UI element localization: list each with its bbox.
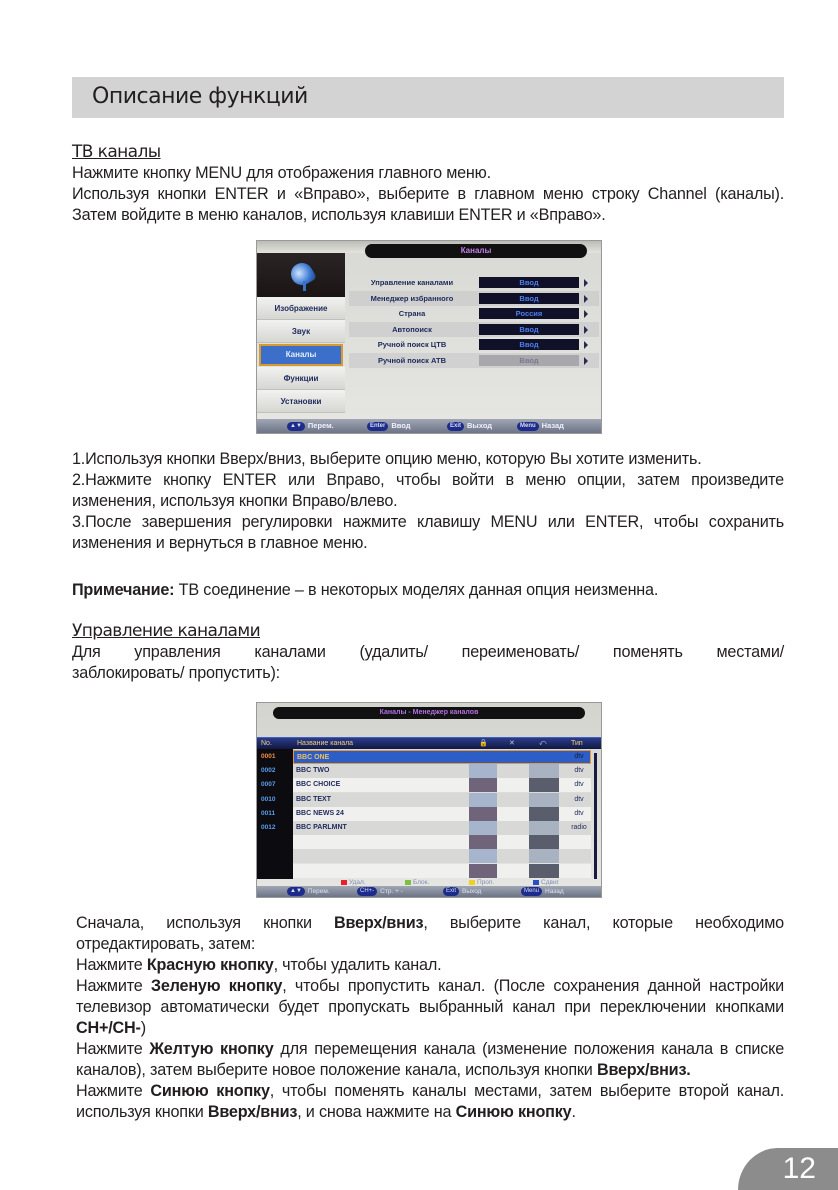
footer-hint-back bbox=[521, 887, 564, 897]
channel-number: 0010 bbox=[261, 795, 276, 803]
manager-title: Каналы - Менеджер каналов bbox=[273, 707, 585, 719]
red-square-icon bbox=[341, 880, 347, 885]
bold-text: Синюю кнопку bbox=[150, 1082, 270, 1100]
updown-key-icon: ▲▼ bbox=[287, 422, 305, 431]
move-icon: ⤺ bbox=[539, 740, 547, 747]
menu-row bbox=[349, 353, 599, 369]
channel-name: BBC PARLMNT bbox=[293, 821, 591, 835]
scrollbar bbox=[594, 753, 597, 879]
footer-hint-move bbox=[287, 887, 330, 897]
exit-key-icon: Exit bbox=[443, 887, 459, 896]
footer-hint-label: Назад bbox=[545, 888, 564, 896]
text: Сначала, используя кнопки bbox=[76, 914, 335, 932]
thumbnail bbox=[529, 793, 559, 807]
instructions-section bbox=[76, 913, 784, 1123]
thumbnail bbox=[469, 778, 497, 792]
bold-text: Синюю кнопку bbox=[455, 1103, 572, 1121]
menu-key-icon: Menu bbox=[517, 422, 539, 431]
menu-row bbox=[349, 291, 599, 307]
menu-row bbox=[349, 306, 599, 322]
channel-table-header bbox=[257, 737, 601, 749]
menu-row-value: Ввод bbox=[479, 324, 579, 335]
channel-number: 0011 bbox=[261, 809, 276, 817]
menu-row-label: Менеджер избранного bbox=[370, 293, 454, 303]
satellite-dish-icon bbox=[287, 259, 317, 289]
arrow-right-icon bbox=[584, 310, 588, 318]
menu-row-label: Автопоиск bbox=[392, 324, 432, 334]
channel-name: BBC ONE bbox=[293, 750, 591, 764]
thumbnail bbox=[529, 778, 559, 792]
yellow-square-icon bbox=[469, 880, 475, 885]
text: , чтобы удалить канал. bbox=[273, 956, 442, 974]
arrow-right-icon bbox=[584, 357, 588, 365]
page-number-tab bbox=[738, 1148, 838, 1190]
thumbnail bbox=[469, 835, 497, 849]
col-type: Тип bbox=[571, 740, 583, 747]
channel-name: BBC NEWS 24 bbox=[293, 807, 591, 821]
arrow-right-icon bbox=[584, 279, 588, 287]
thumbnail bbox=[529, 835, 559, 849]
text: Нажмите bbox=[76, 956, 147, 974]
arrow-right-icon bbox=[584, 295, 588, 303]
channel-row-empty bbox=[257, 849, 591, 863]
channel-number: 0001 bbox=[261, 753, 276, 760]
tv-channels-line1: Нажмите кнопку MENU для отображения главного меню. bbox=[72, 164, 491, 182]
menu-row bbox=[349, 337, 599, 353]
menu-row-label: Ручной поиск АТВ bbox=[377, 355, 447, 365]
menu-row-value: Ввод bbox=[479, 339, 579, 350]
thumbnail bbox=[529, 864, 559, 878]
text: для перемещения канала (изменение положения канала в списке каналов), затем выберите новое положение канала, используя кнопки bbox=[76, 1040, 785, 1079]
footer-hint-back bbox=[517, 421, 564, 431]
thumbnail bbox=[469, 764, 497, 778]
sidebar-item-sound: Звук bbox=[257, 320, 345, 343]
footer-hint-label: Выход bbox=[462, 888, 482, 896]
footer-hint-move bbox=[287, 421, 334, 431]
menu-row bbox=[349, 275, 599, 291]
bold-text: Желтую кнопку bbox=[149, 1040, 274, 1058]
channel-row bbox=[257, 793, 591, 807]
channel-row bbox=[257, 764, 591, 778]
menu-row-value: Ввод bbox=[479, 293, 579, 304]
page-number: 12 bbox=[782, 1152, 816, 1185]
menu-row-label: Страна bbox=[398, 309, 426, 318]
text: , выберите канал, которые необходимо отредактировать, затем: bbox=[76, 914, 784, 953]
bold-text: CH+/CH- bbox=[76, 1019, 141, 1037]
green-key-label: Блок. bbox=[413, 879, 430, 886]
tv-channels-line2: Используя кнопки ENTER и «Вправо», выберите в главном меню строку Channel (каналы). Затем войдите в меню каналов, используя клавиши ENTER и «Вправо». bbox=[72, 185, 784, 224]
exit-key-icon: Exit bbox=[447, 422, 464, 431]
footer-hint-page bbox=[357, 887, 403, 897]
thumbnail bbox=[469, 793, 497, 807]
channel-number: 0007 bbox=[261, 781, 276, 789]
sidebar-item-settings: Установки bbox=[257, 390, 345, 413]
channel-row bbox=[257, 750, 591, 764]
bold-text: Вверх/вниз bbox=[334, 914, 424, 932]
step-1: 1.Используя кнопки Вверх/вниз, выберите опцию меню, которую Вы хотите изменить. bbox=[72, 450, 702, 468]
channel-name: BBC TWO bbox=[293, 764, 591, 778]
bold-text: Вверх/вниз bbox=[207, 1103, 298, 1121]
channel-row bbox=[257, 778, 591, 792]
text: , и снова нажмите на bbox=[297, 1103, 456, 1121]
blue-key-label: Сдвиг bbox=[541, 879, 559, 886]
tv-channels-section bbox=[72, 141, 784, 226]
channel-number: 0002 bbox=[261, 767, 276, 775]
menu-icon-panel bbox=[257, 253, 345, 297]
tv-channels-heading: ТВ каналы bbox=[72, 142, 161, 162]
sidebar-item-channels: Каналы bbox=[259, 344, 343, 366]
text: . bbox=[571, 1103, 576, 1121]
note-label: Примечание: bbox=[72, 581, 175, 599]
menu-options bbox=[349, 275, 599, 368]
text: Нажмите bbox=[76, 977, 151, 995]
sidebar-item-functions: Функции bbox=[257, 367, 345, 390]
channel-name: BBC TEXT bbox=[293, 793, 591, 807]
channel-manager-screenshot bbox=[256, 702, 602, 898]
arrow-right-icon bbox=[584, 326, 588, 334]
enter-key-icon: Enter bbox=[367, 422, 388, 431]
instruction-yellow bbox=[76, 1039, 784, 1081]
channel-type: dtv bbox=[574, 809, 584, 817]
satellite-dish-pole bbox=[303, 281, 306, 291]
channel-type: radio bbox=[571, 823, 587, 831]
channel-row bbox=[257, 807, 591, 821]
col-no: No. bbox=[261, 740, 272, 747]
menu-key-icon: Menu bbox=[521, 887, 542, 896]
thumbnail bbox=[469, 807, 497, 821]
updown-key-icon: ▲▼ bbox=[287, 887, 305, 896]
instruction-select bbox=[76, 913, 784, 955]
footer-hint-exit bbox=[447, 421, 492, 431]
manager-footer bbox=[257, 886, 601, 897]
sidebar-item-picture: Изображение bbox=[257, 297, 345, 320]
steps-section bbox=[72, 449, 784, 554]
bold-text: Зеленую кнопку bbox=[150, 977, 283, 995]
channel-number: 0012 bbox=[261, 823, 276, 831]
step-2: 2.Нажмите кнопку ENTER или Вправо, чтобы войти в меню опции, затем произведите изменения, используя кнопки Вправо/влево. bbox=[72, 471, 784, 510]
skip-icon: ✕ bbox=[509, 740, 515, 747]
channels-menu-screenshot bbox=[256, 240, 602, 434]
thumbnail bbox=[469, 864, 497, 878]
text: Нажмите bbox=[76, 1082, 151, 1100]
footer-hint-label: Перем. bbox=[307, 421, 334, 430]
text: , чтобы пропустить канал. (После сохранения данной настройки телевизор автоматически будет пропускать выбранный канал при переключении кнопками bbox=[76, 977, 784, 1016]
step-3: 3.После завершения регулировки нажмите клавишу MENU или ENTER, чтобы сохранить изменения и вернуться в главное меню. bbox=[72, 513, 784, 552]
thumbnail bbox=[529, 807, 559, 821]
menu-footer bbox=[257, 419, 601, 433]
thumbnail bbox=[469, 849, 497, 863]
note-text: ТВ соединение – в некоторых моделях данная опция неизменна. bbox=[174, 581, 659, 599]
menu-sidebar bbox=[257, 297, 345, 413]
green-square-icon bbox=[405, 880, 411, 885]
channel-type: dtv bbox=[574, 781, 584, 789]
bold-text: Красную кнопку bbox=[146, 956, 274, 974]
menu-row-value: Ввод bbox=[479, 355, 579, 366]
channel-type: dtv bbox=[574, 795, 584, 803]
thumbnail bbox=[469, 821, 497, 835]
yellow-key-label: Проп. bbox=[477, 879, 495, 886]
text: ) bbox=[140, 1019, 146, 1037]
channel-row-empty bbox=[257, 864, 591, 878]
channel-management-heading: Управление каналами bbox=[72, 621, 261, 641]
footer-hint-label: Выход bbox=[467, 421, 493, 430]
channel-list bbox=[257, 750, 591, 878]
channel-management-intro-line2: заблокировать/ пропустить): bbox=[72, 664, 280, 682]
text: , чтобы поменять каналы местами, затем выберите второй канал. используя кнопки bbox=[76, 1082, 784, 1121]
channel-type: dtv bbox=[574, 767, 584, 775]
red-key-label: Удал. bbox=[349, 879, 366, 886]
lock-icon: 🔒 bbox=[479, 740, 488, 747]
instruction-green bbox=[76, 976, 784, 1039]
menu-title: Каналы bbox=[365, 244, 587, 258]
section-title: Описание функций bbox=[92, 84, 308, 109]
channel-name: BBC CHOICE bbox=[293, 778, 591, 792]
footer-hint-label: Стр. + - bbox=[380, 888, 403, 896]
thumbnail bbox=[529, 849, 559, 863]
channel-row-empty bbox=[257, 835, 591, 849]
footer-hint-label: Назад bbox=[541, 421, 564, 430]
footer-hint-enter bbox=[367, 421, 411, 431]
menu-row-value: Ввод bbox=[479, 277, 579, 288]
bold-text: Вверх/вниз. bbox=[596, 1061, 691, 1079]
instruction-red bbox=[76, 955, 784, 976]
col-name: Название канала bbox=[297, 740, 354, 747]
ch-key-icon: CH+- bbox=[357, 887, 377, 896]
channel-row bbox=[257, 821, 591, 835]
text: Нажмите bbox=[76, 1040, 150, 1058]
menu-row-label: Управление каналами bbox=[370, 278, 454, 287]
channel-management-section bbox=[72, 620, 784, 684]
thumbnail bbox=[529, 821, 559, 835]
menu-row bbox=[349, 322, 599, 338]
note bbox=[72, 580, 784, 601]
footer-hint-exit bbox=[443, 887, 481, 897]
menu-row-label: Ручной поиск ЦТВ bbox=[377, 340, 447, 349]
footer-hint-label: Ввод bbox=[391, 421, 411, 430]
instruction-blue bbox=[76, 1081, 784, 1123]
channel-management-intro-line1: Для управления каналами (удалить/ переименовать/ поменять местами/ bbox=[72, 643, 784, 661]
footer-hint-label: Перем. bbox=[307, 888, 330, 896]
blue-square-icon bbox=[533, 880, 539, 885]
channel-type: dtv bbox=[574, 753, 584, 760]
thumbnail bbox=[529, 764, 559, 778]
menu-row-value: Россия bbox=[479, 308, 579, 319]
section-header bbox=[72, 77, 784, 118]
arrow-right-icon bbox=[584, 341, 588, 349]
